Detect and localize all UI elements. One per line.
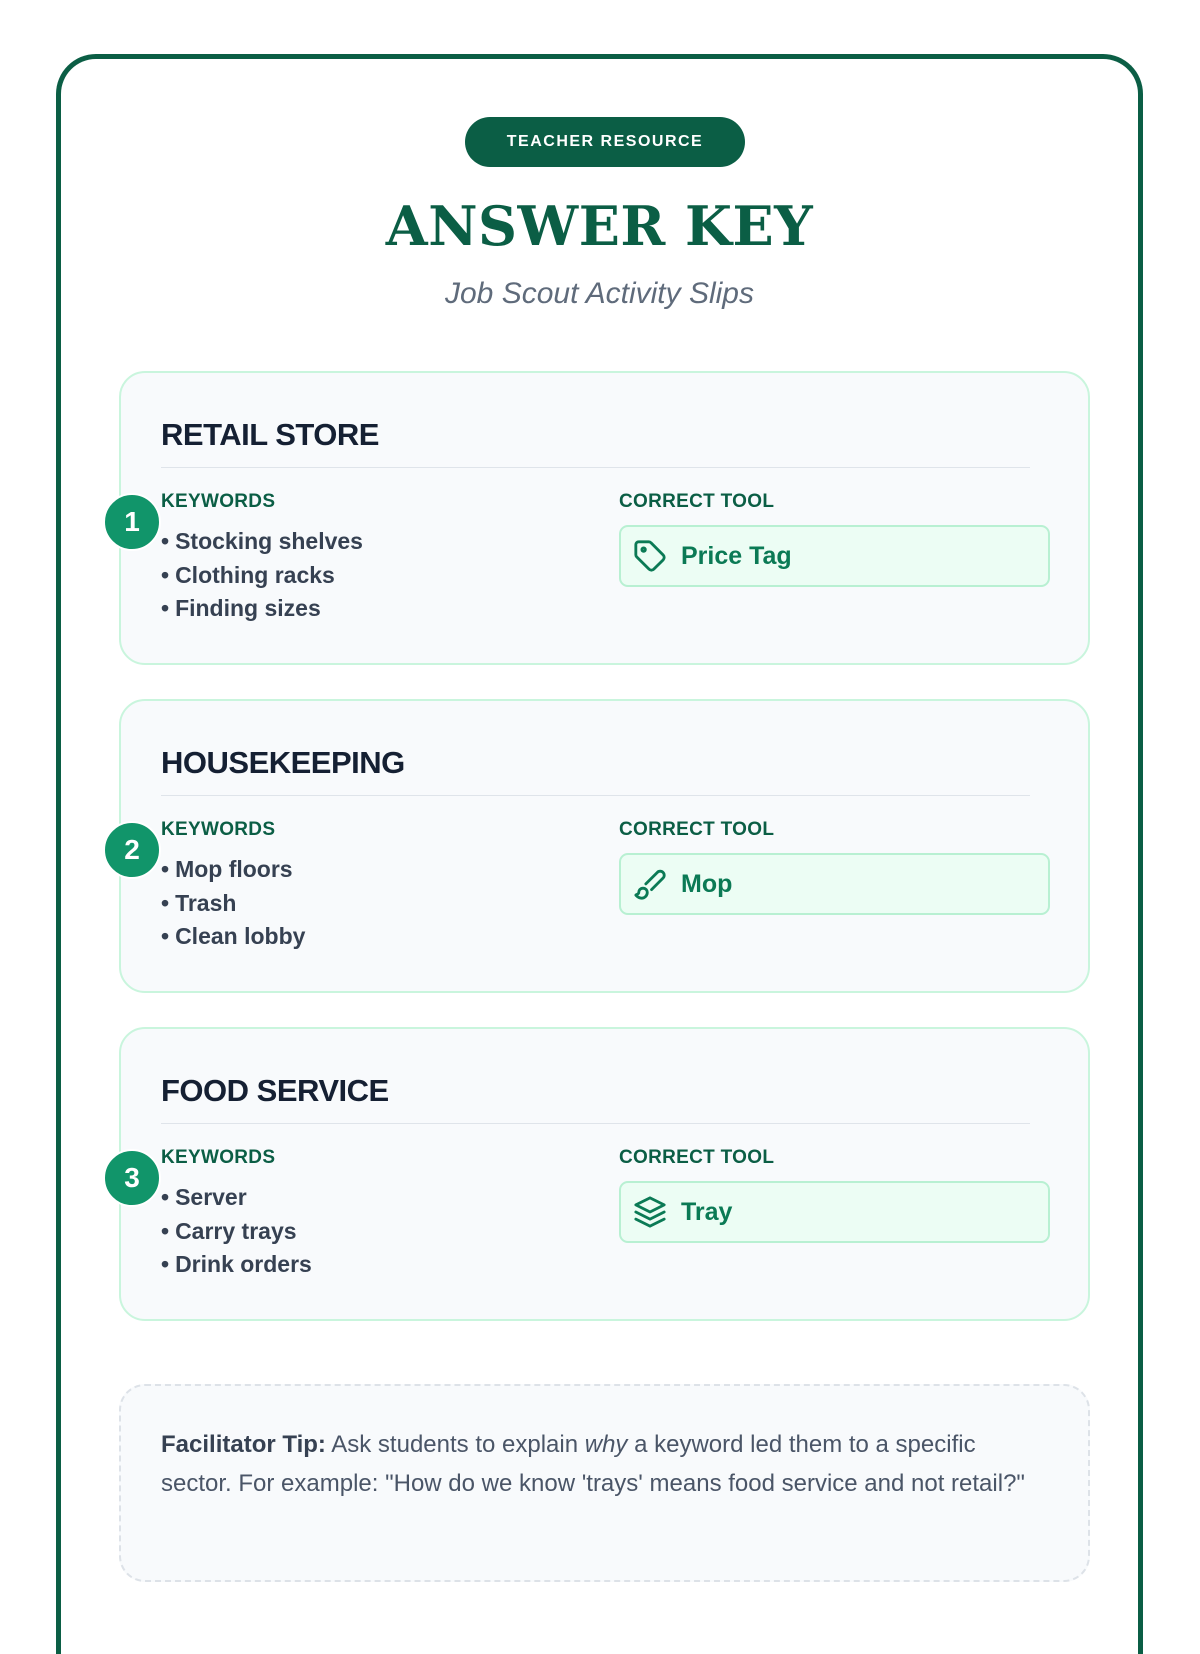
keywords-label: KEYWORDS (161, 819, 276, 840)
keywords-label: KEYWORDS (161, 491, 276, 512)
list-item: • Finding sizes (161, 592, 363, 626)
sector-number-badge: 3 (103, 1149, 161, 1207)
list-item: • Server (161, 1181, 312, 1215)
tool-name: Mop (681, 869, 733, 898)
tool-name: Price Tag (681, 541, 792, 570)
keyword-list (161, 525, 363, 626)
tip-text: a keyword led them to a specific sector. For example: "How do we know 'trays' means food service and not retail?" (161, 1431, 1025, 1497)
tip-emphasis: why (584, 1431, 628, 1458)
keyword-list (161, 1181, 312, 1282)
sector-title: FOOD SERVICE (161, 1073, 389, 1108)
tip-text: Ask students to explain (325, 1431, 585, 1458)
teacher-resource-badge: TEACHER RESOURCE (465, 117, 745, 167)
correct-tool-label: CORRECT TOOL (619, 819, 775, 840)
correct-tool-box (619, 1181, 1050, 1243)
sector-number-badge: 2 (103, 821, 161, 879)
list-item: • Carry trays (161, 1215, 312, 1249)
sector-number-badge: 1 (103, 493, 161, 551)
list-item: • Drink orders (161, 1248, 312, 1282)
list-item: • Clothing racks (161, 559, 363, 593)
facilitator-tip (119, 1384, 1090, 1582)
brush-icon (633, 867, 667, 901)
tool-name: Tray (681, 1197, 733, 1226)
list-item: • Clean lobby (161, 920, 305, 954)
list-item: • Stocking shelves (161, 525, 363, 559)
answer-key-sheet (56, 54, 1143, 1654)
sector-title: HOUSEKEEPING (161, 745, 405, 780)
correct-tool-label: CORRECT TOOL (619, 491, 775, 512)
correct-tool-box (619, 525, 1050, 587)
sector-title: RETAIL STORE (161, 417, 379, 452)
tag-icon (633, 539, 667, 573)
tip-label: Facilitator Tip: (161, 1431, 326, 1458)
correct-tool-label: CORRECT TOOL (619, 1147, 775, 1168)
layers-icon (633, 1195, 667, 1229)
divider (161, 795, 1030, 796)
keyword-list (161, 853, 305, 954)
sector-card-housekeeping (119, 699, 1090, 993)
sector-card-retail (119, 371, 1090, 665)
list-item: • Trash (161, 887, 305, 921)
list-item: • Mop floors (161, 853, 305, 887)
page-subtitle: Job Scout Activity Slips (444, 277, 754, 310)
keywords-label: KEYWORDS (161, 1147, 276, 1168)
sector-card-food-service (119, 1027, 1090, 1321)
divider (161, 1123, 1030, 1124)
page-title: ANSWER KEY (385, 194, 814, 258)
correct-tool-box (619, 853, 1050, 915)
divider (161, 467, 1030, 468)
